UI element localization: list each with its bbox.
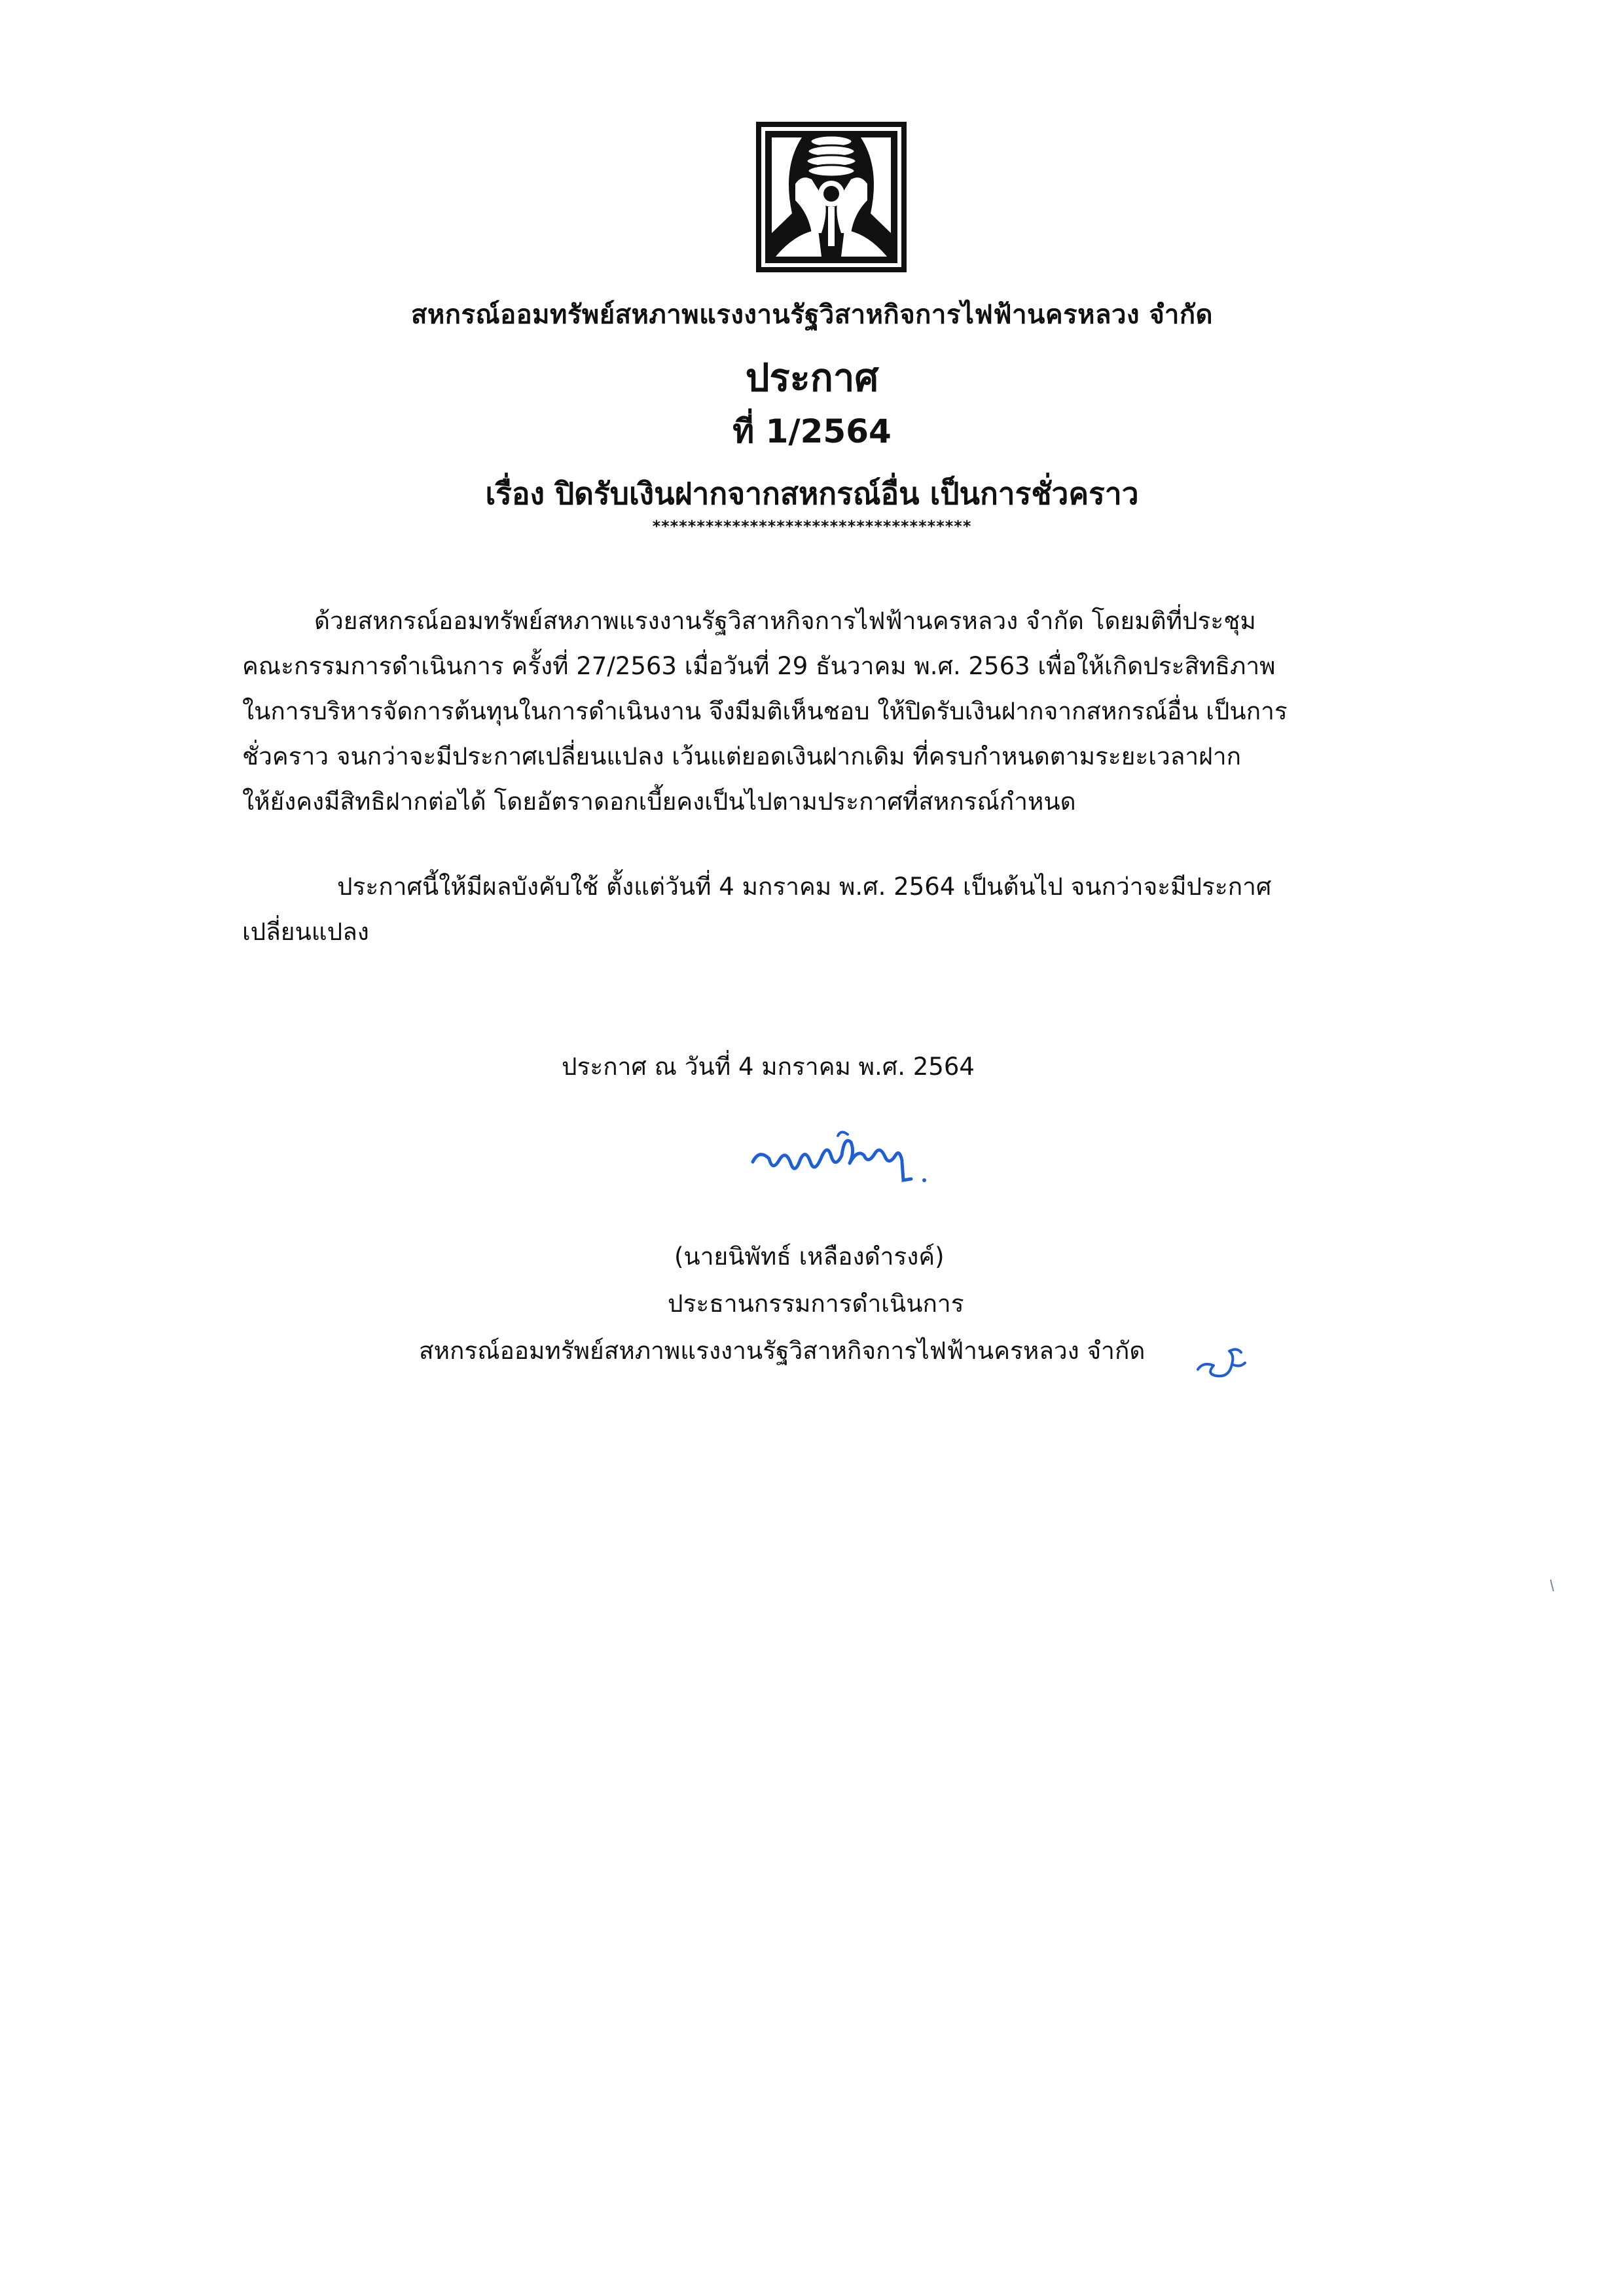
paragraph-2-line: เปลี่ยนแปลง: [242, 918, 369, 946]
paragraph-1-line: ด้วยสหกรณ์ออมทรัพย์สหภาพแรงงานรัฐวิสาหกิจการไฟฟ้านครหลวง จำกัด โดยมติที่ประชุม: [314, 607, 1256, 635]
signer-title: ประธานกรรมการดำเนินการ: [668, 1290, 964, 1318]
cooperative-emblem-icon: [756, 122, 907, 272]
document-subject: เรื่อง ปิดรับเงินฝากจากสหกรณ์อื่น เป็นการชั่วคราว: [485, 476, 1139, 511]
document-number: ที่ 1/2564: [732, 412, 892, 450]
announcement-date: ประกาศ ณ วันที่ 4 มกราคม พ.ศ. 2564: [562, 1053, 975, 1081]
organization-name: สหกรณ์ออมทรัพย์สหภาพแรงงานรัฐวิสาหกิจการไฟฟ้านครหลวง จำกัด: [410, 300, 1214, 330]
paragraph-1-line: ในการบริหารจัดการต้นทุนในการดำเนินงาน จึงมีมติเห็นชอบ ให้ปิดรับเงินฝากจากสหกรณ์อื่น เป็นการ: [242, 697, 1288, 725]
separator-line: ************************************: [652, 517, 972, 535]
handwritten-signature: [740, 1123, 936, 1201]
stray-ink-mark: [1549, 1579, 1555, 1592]
paragraph-2-line: ประกาศนี้ให้มีผลบังคับใช้ ตั้งแต่วันที่ 4 มกราคม พ.ศ. 2564 เป็นต้นไป จนกว่าจะมีประกาศ: [337, 873, 1272, 901]
handwritten-initial-mark: [1191, 1335, 1250, 1388]
signer-organization: สหกรณ์ออมทรัพย์สหภาพแรงงานรัฐวิสาหกิจการไฟฟ้านครหลวง จำกัด: [419, 1337, 1146, 1365]
document-type: ประกาศ: [745, 355, 879, 400]
paragraph-1-line: ให้ยังคงมีสิทธิฝากต่อได้ โดยอัตราดอกเบี้ยคงเป็นไปตามประกาศที่สหกรณ์กำหนด: [242, 787, 1076, 816]
paragraph-1-line: ชั่วคราว จนกว่าจะมีประกาศเปลี่ยนแปลง เว้นแต่ยอดเงินฝากเดิม ที่ครบกำหนดตามระยะเวลาฝาก: [242, 742, 1242, 770]
signer-name: (นายนิพัทธ์ เหลืองดำรงค์): [674, 1242, 945, 1271]
paragraph-1-line: คณะกรรมการดำเนินการ ครั้งที่ 27/2563 เมื่อวันที่ 29 ธันวาคม พ.ศ. 2563 เพื่อให้เกิดประสิทธิภาพ: [242, 652, 1276, 680]
